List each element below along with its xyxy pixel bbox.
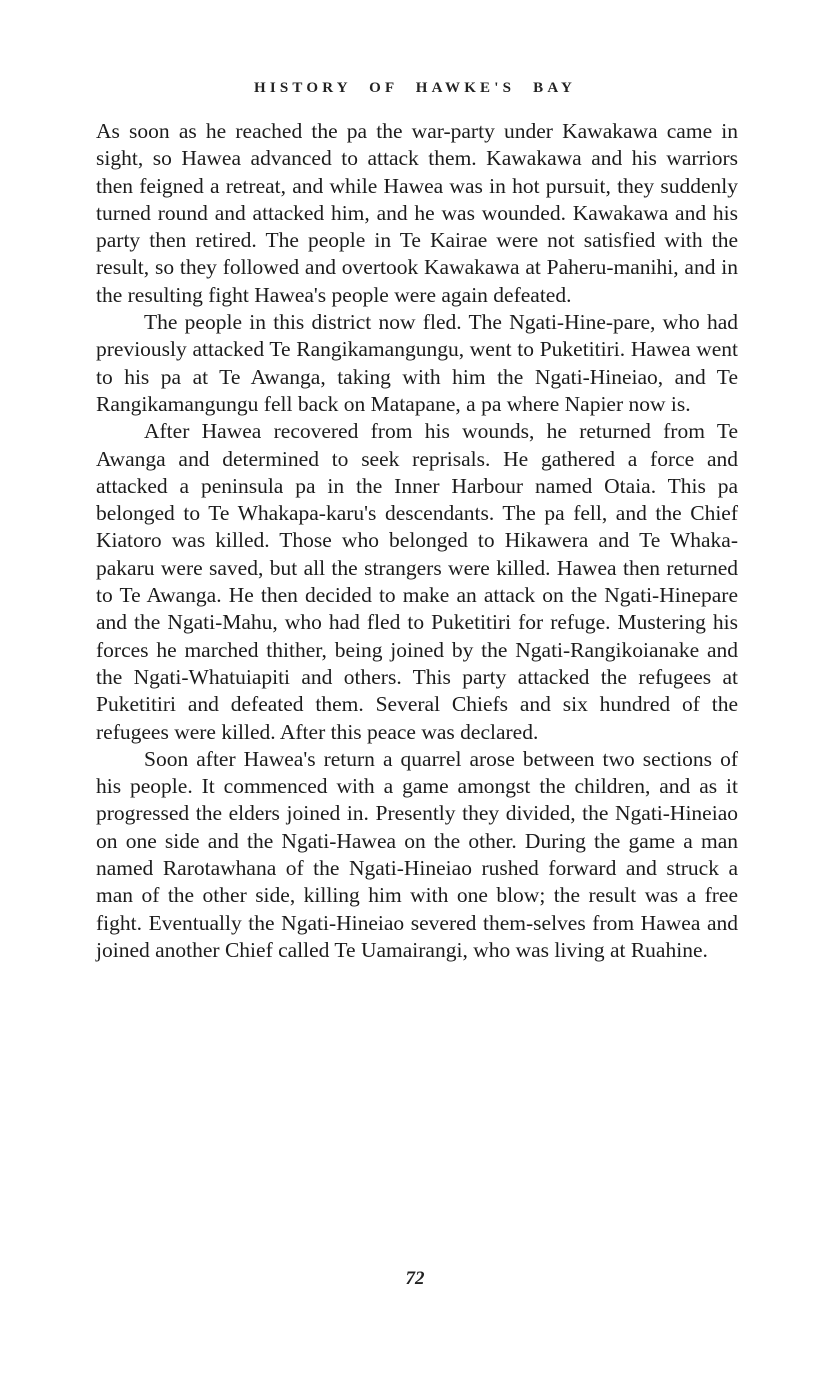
- page-number: 72: [405, 1268, 425, 1289]
- paragraph-3: After Hawea recovered from his wounds, he returned from Te Awanga and determined to seek reprisals. He gathered a force and attacked a peninsula pa in the Inner Harbour named Otaia. This pa belonged to Te Whakapa-karu's descendants. The pa fell, and the Chief Kiatoro was killed. Those who belonged to Hikawera and Te Whaka-pakaru were saved, but all the strangers were killed. Hawea then returned to Te Awanga. He then decided to make an attack on the Ngati-Hinepare and the Ngati-Mahu, who had fled to Puketitiri for refuge. Mustering his forces he marched thither, being joined by the Ngati-Rangikoianake and the Ngati-Whatuiapiti and others. This party attacked the refugees at Puketitiri and defeated them. Several Chiefs and six hundred of the refugees were killed. After this peace was declared.: [96, 419, 738, 744]
- paragraph-4: Soon after Hawea's return a quarrel arose between two sections of his people. It commenced with a game amongst the children, and as it progressed the elders joined in. Presently they divided, the Ngati-Hineiao on one side and the Ngati-Hawea on the other. During the game a man named Rarotawhana of the Ngati-Hineiao rushed forward and struck a man of the other side, killing him with one blow; the result was a free fight. Eventually the Ngati-Hineiao severed them-selves from Hawea and joined another Chief called Te Uamairangi, who was living at Ruahine.: [96, 746, 738, 962]
- paragraph-1: As soon as he reached the pa the war-party under Kawakawa came in sight, so Hawea advanced to attack them. Kawakawa and his warriors then feigned a retreat, and while Hawea was in hot pursuit, they suddenly turned round and attacked him, and he was wounded. Kawakawa and his party then retired. The people in Te Kairae were not satisfied with the result, so they followed and overtook Kawakawa at Paheru-manihi, and in the resulting fight Hawea's people were again defeated.: [96, 119, 738, 307]
- paragraph-2: The people in this district now fled. The Ngati-Hine-pare, who had previously attacked Te Rangikamangungu, went to Puketitiri. Hawea went to his pa at Te Awanga, taking with him the Ngati-Hineiao, and Te Rangikamangungu fell back on Matapane, a pa where Napier now is.: [96, 310, 738, 416]
- body-text: [96, 118, 738, 964]
- running-head: HISTORY OF HAWKE'S BAY: [253, 80, 577, 96]
